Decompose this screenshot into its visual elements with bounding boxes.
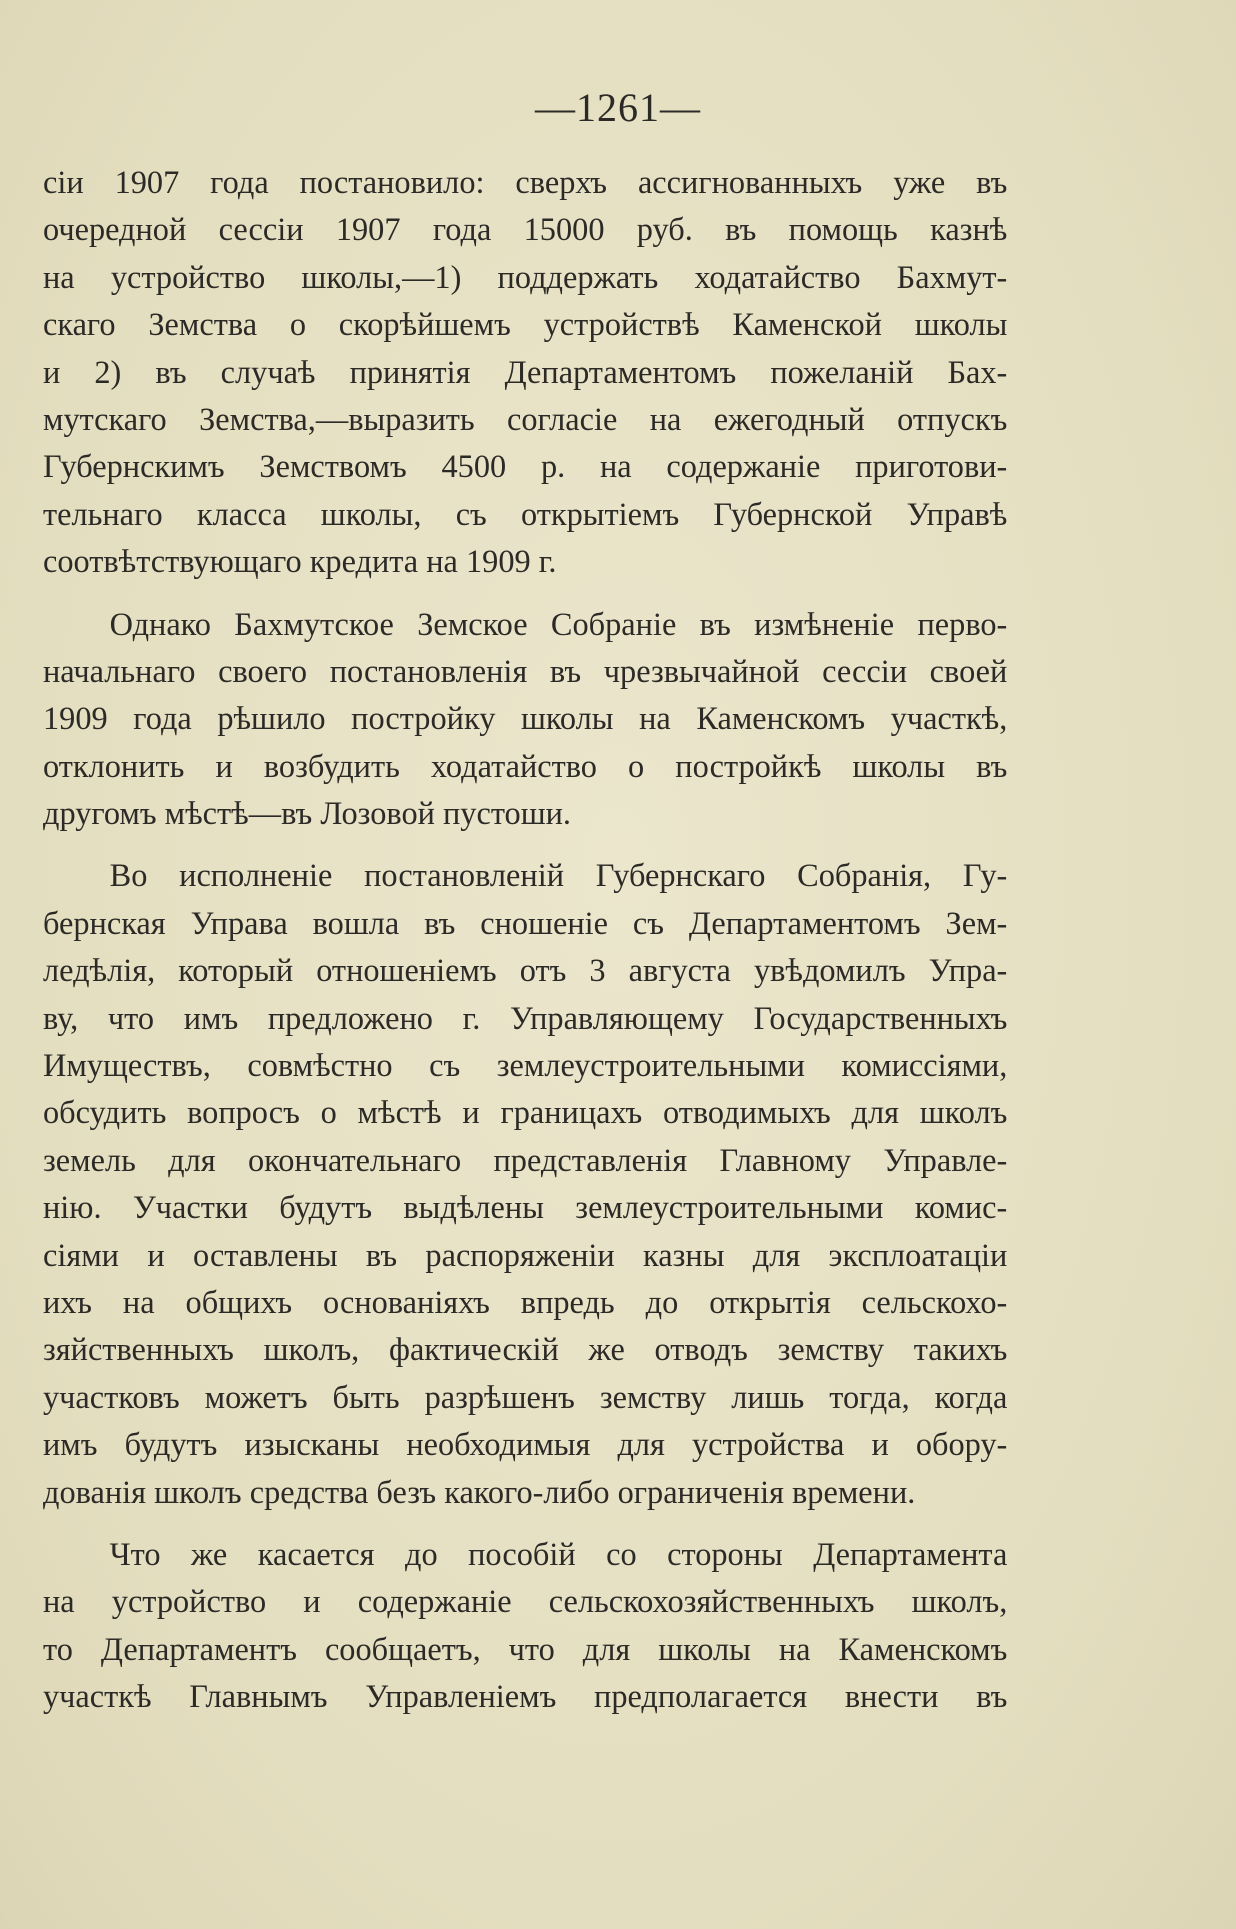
text-line: Во исполненіе постановленій Губернскаго Собранія, Гу- [109,858,1008,895]
text-line: обсудить вопросъ о мѣстѣ и границахъ отводимыхъ для школъ [43,1095,1008,1132]
text-line: очередной сессіи 1907 года 15000 руб. въ помощь казнѣ [43,212,1008,249]
paragraph [43,160,1027,587]
text-line: на устройство и содержаніе сельскохозяйственныхъ школъ, [43,1584,1008,1621]
text-line: ледѣлія, который отношеніемъ отъ 3 августа увѣдомилъ Упра- [43,953,1008,990]
page-body-text [43,160,1027,1737]
text-line: сіи 1907 года постановило: сверхъ ассигнованныхъ уже въ [43,165,1008,201]
text-line: другомъ мѣстѣ—въ Лозовой пустоши. [43,796,572,833]
page-number: —1261— [535,85,701,130]
text-line: участковъ можетъ быть разрѣшенъ земству лишь тогда, когда [43,1379,1008,1416]
text-line: Губернскимъ Земствомъ 4500 р. на содержаніе приготови- [43,449,1008,486]
text-line: имъ будутъ изысканы необходимыя для устройства и обору- [43,1427,1008,1464]
text-line: 1909 года рѣшило постройку школы на Каменскомъ участкѣ, [43,701,1008,738]
text-line: участкѣ Главнымъ Управленіемъ предполагается внести въ [43,1679,1008,1716]
text-line: ихъ на общихъ основаніяхъ впредь до открытія сельскохо- [43,1284,1008,1321]
text-line: и 2) въ случаѣ принятія Департаментомъ пожеланій Бах- [43,354,1008,391]
text-line: дованія школъ средства безъ какого-либо ограниченія времени. [43,1474,916,1511]
text-line: Однако Бахмутское Земское Собраніе въ измѣненіе перво- [109,606,1008,643]
text-line: начальнаго своего постановленія въ чрезвычайной сессіи своей [43,653,1008,690]
text-line: отклонить и возбудить ходатайство о постройкѣ школы въ [43,748,1008,785]
text-line: на устройство школы,—1) поддержать ходатайство Бахмут- [43,259,1008,296]
text-line: Что же касается до пособій со стороны Департамента [109,1536,1008,1573]
text-line: бернская Управа вошла въ сношеніе съ Департаментомъ Зем- [43,905,1008,942]
text-line: соотвѣтствующаго кредита на 1909 г. [43,544,557,581]
text-line: то Департаментъ сообщаетъ, что для школы на Каменскомъ [43,1631,1008,1668]
paragraph [43,853,1027,1516]
text-line: земель для окончательнаго представленія Главному Управле- [43,1142,1008,1179]
text-line: Имуществъ, совмѣстно съ землеустроительными комиссіями, [43,1048,1008,1085]
paragraph [43,1532,1027,1722]
text-line: ву, что имъ предложено г. Управляющему Государственныхъ [43,1000,1008,1037]
text-line: сіями и оставлены въ распоряженіи казны для эксплоатаціи [43,1237,1008,1274]
paragraph [43,602,1027,839]
text-line: мутскаго Земства,—выразить согласіе на ежегодный отпускъ [43,401,1008,438]
text-line: тельнаго класса школы, съ открытіемъ Губернской Управѣ [43,496,1008,533]
text-line: зяйственныхъ школъ, фактическій же отводъ земству такихъ [43,1332,1008,1369]
text-line: нію. Участки будутъ выдѣлены землеустроительными комис- [43,1190,1008,1227]
text-line: скаго Земства о скорѣйшемъ устройствѣ Каменской школы [43,307,1008,344]
